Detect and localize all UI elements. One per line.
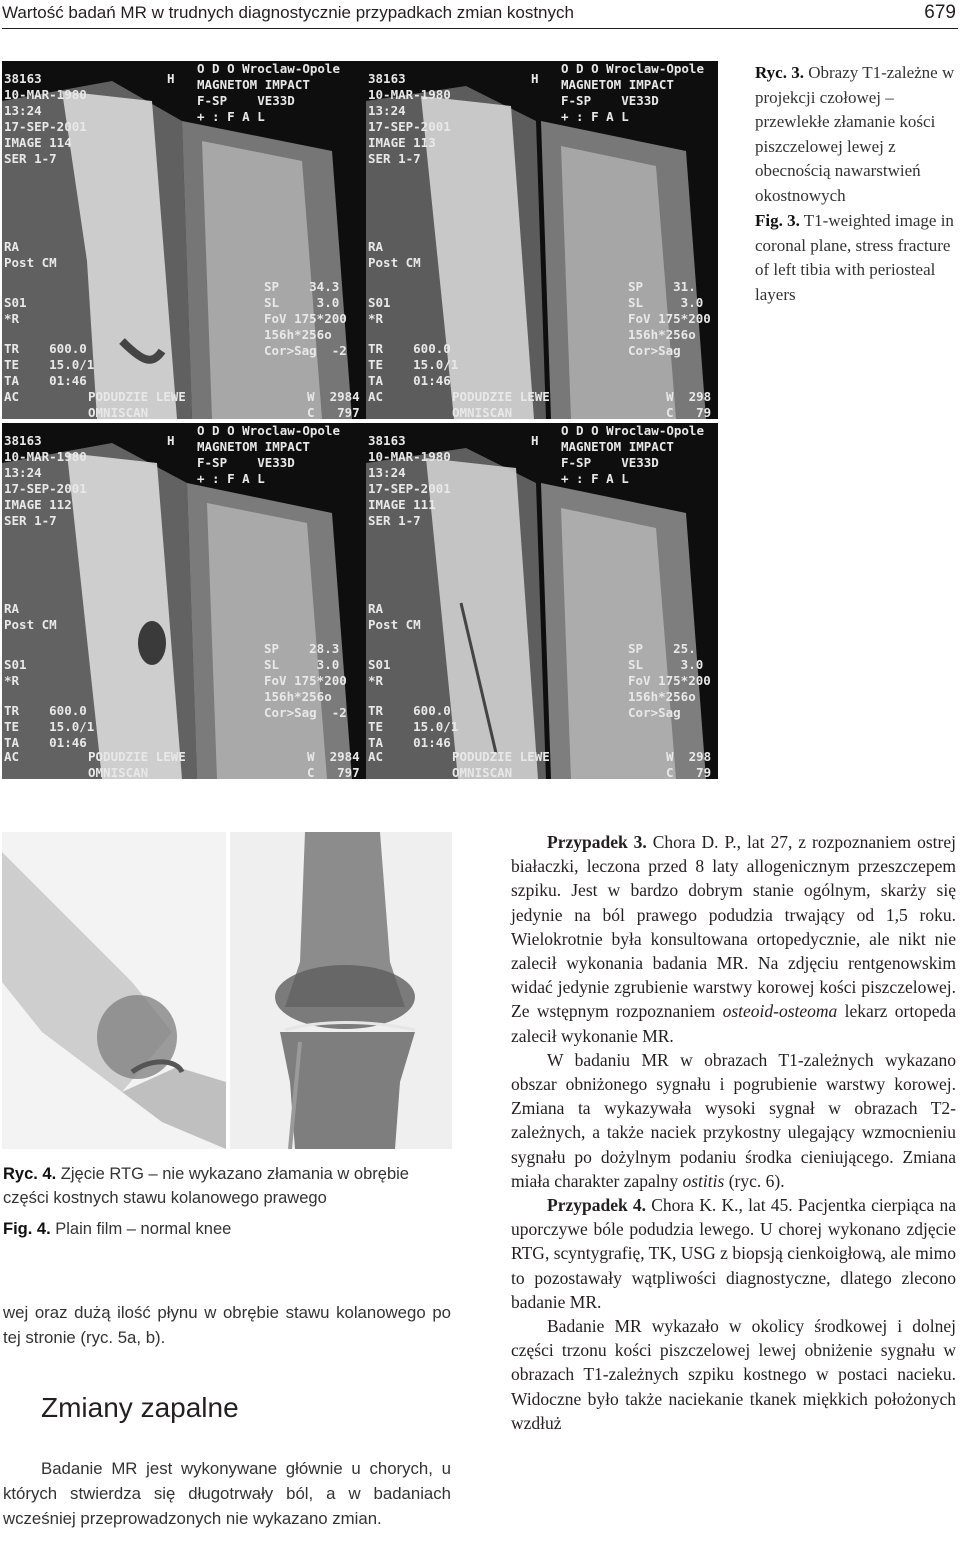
- mri-4-s01: S01 *R: [368, 657, 391, 688]
- mri-2-ra: RA Post CM: [368, 239, 421, 270]
- mri-4-ra: RA Post CM: [368, 601, 421, 632]
- mri-3-ac: AC: [4, 749, 20, 764]
- mri-1-top: O D O Wroclaw-Opole MAGNETOM IMPACT F-SP VE33D + : F A L: [197, 61, 340, 124]
- xray-ap: [230, 832, 452, 1149]
- fig3-caption-en-label: Fig. 3.: [755, 211, 800, 230]
- mri-1-ra: RA Post CM: [4, 239, 57, 270]
- mri-panel-3: [2, 423, 366, 779]
- mri-4-h: H: [531, 433, 539, 448]
- mri-1-ac: AC: [4, 389, 20, 404]
- mri-1-params: SP 34.3 SL 3.0 FoV 175*200 156h*256o Cor>Sag -2: [264, 279, 347, 358]
- case3-text-b: lekarz ortopeda zalecił wykonanie MR.: [511, 1001, 956, 1046]
- section-paragraph: [3, 1456, 451, 1531]
- para2-text-a: W badaniu MR w obrazach T1-zależnych wykazano obszar obniżonego sygnału i pogrubienie warstwy korowej. Zmiana ta wykazywała wysoki sygnał w obrazach T2-zależnych, a także naciek przykostny ulegający wzmocnieniu sygnału po dożylnym podaniu środka cieniującego. Zmiana miała charakter zapalny: [511, 1049, 956, 1191]
- case3-label: Przypadek 3.: [547, 832, 647, 852]
- mri-2-s01: S01 *R: [368, 295, 391, 326]
- running-title: Wartość badań MR w trudnych diagnostycznie przypadkach zmian kostnych: [2, 3, 574, 22]
- fig4-caption-pl-text: Zjęcie RTG – nie wykazano złamania w obrębie części kostnych stawu kolanowego prawego: [3, 1165, 409, 1207]
- mri-4-left: 38163 10-MAR-1980 13:24 17-SEP-2001 IMAGE 111 SER 1-7: [368, 433, 451, 528]
- mri-3-region: PODUDZIE LEWE OMNISCAN: [88, 749, 186, 779]
- mri-2-tr: TR 600.0 TE 15.0/1 TA 01:46: [368, 341, 459, 388]
- mri-3-params: SP 28.3 SL 3.0 FoV 175*200 156h*256o Cor>Sag -2: [264, 641, 347, 720]
- fig3-caption-en-text: T1-weighted image in coronal plane, stress fracture of left tibia with periosteal layers: [755, 211, 954, 304]
- mr-findings-paragraph: [511, 1048, 956, 1193]
- mri-3-wc: W 2984 C 797: [307, 749, 360, 779]
- mri-4-wc: W 298 C 79: [666, 749, 712, 779]
- fig3-caption-en: [755, 209, 955, 307]
- mri-1-wc: W 2984 C 797: [307, 389, 360, 419]
- mri-2-top: O D O Wroclaw-Opole MAGNETOM IMPACT F-SP VE33D + : F A L: [561, 61, 704, 124]
- mri-3-tr: TR 600.0 TE 15.0/1 TA 01:46: [4, 703, 95, 750]
- fig3-caption-pl-label: Ryc. 3.: [755, 63, 804, 82]
- case3-text-a: Chora D. P., lat 27, z rozpoznaniem ostrej białaczki, leczona przed 8 laty allogenicznym przeszczepem szpiku. Jest w bardzo dobrym stanie ogólnym, skarży się jedynie na ból prawego podudzia trwający od 1,5 roku. Wielokrotnie była konsultowana ortopedycznie, ale nikt nie zalecił wykonania badania MR. Na zdjęciu rentgenowskim widać jedynie zgrubienie warstwy korowej kości piszczelowej. Ze wstępnym rozpoznaniem: [511, 832, 956, 1022]
- page-number: 679: [924, 2, 956, 23]
- running-header: [2, 0, 958, 29]
- mri-3-top: O D O Wroclaw-Opole MAGNETOM IMPACT F-SP VE33D + : F A L: [197, 423, 340, 486]
- fig4-caption-en-text: Plain film – normal knee: [50, 1220, 232, 1238]
- mri-2-params: SP 31. SL 3.0 FoV 175*200 156h*256o Cor>Sag: [628, 279, 711, 358]
- para2-text-b: (ryc. 6).: [724, 1170, 785, 1191]
- mri-4-region: PODUDZIE LEWE OMNISCAN: [452, 749, 550, 779]
- case4-paragraph: [511, 1193, 956, 1314]
- mri-1-tr: TR 600.0 TE 15.0/1 TA 01:46: [4, 341, 95, 388]
- xray-lateral-image: [2, 832, 226, 1149]
- mri-1-region: PODUDZIE LEWE OMNISCAN: [88, 389, 186, 419]
- mr-result-paragraph: [511, 1314, 956, 1435]
- section-paragraph-text: Badanie MR jest wykonywane głównie u chorych, u których stwierdza się długotrwały ból, a w badaniach wcześniej przeprowadzonych nie wykazano zmian.: [3, 1459, 451, 1528]
- xray-ap-image: [230, 832, 452, 1149]
- xray-lateral: [2, 832, 226, 1149]
- case3-paragraph: [511, 830, 956, 1048]
- mri-panel-4: [366, 423, 718, 779]
- fig3-caption-pl-text: Obrazy T1-zależne w projekcji czołowej – przewlekłe złamanie kości piszczelowej lewej z obecnością nawarstwień okostnowych: [755, 63, 955, 205]
- mri-2-left: 38163 10-MAR-1980 13:24 17-SEP-2001 IMAGE 113 SER 1-7: [368, 71, 451, 166]
- mri-3-ra: RA Post CM: [4, 601, 57, 632]
- right-column: [511, 830, 956, 1435]
- case4-label: Przypadek 4.: [547, 1195, 647, 1216]
- mri-2-ac: AC: [368, 389, 384, 404]
- mri-1-left: 38163 10-MAR-1980 13:24 17-SEP-2001 IMAGE 114 SER 1-7: [4, 71, 87, 166]
- mri-2-h: H: [531, 71, 539, 86]
- mri-4-params: SP 25. SL 3.0 FoV 175*200 156h*256o Cor>Sag: [628, 641, 711, 720]
- fig4-caption-en-label: Fig. 4.: [3, 1220, 51, 1238]
- mri-3-s01: S01 *R: [4, 657, 27, 688]
- fig3-caption-pl: [755, 61, 955, 208]
- case3-italic: osteoid-osteoma: [722, 1001, 838, 1022]
- mri-3-left: 38163 10-MAR-1980 13:24 17-SEP-2001 IMAGE 112 SER 1-7: [4, 433, 87, 528]
- mri-4-top: O D O Wroclaw-Opole MAGNETOM IMPACT F-SP VE33D + : F A L: [561, 423, 704, 486]
- continuation-paragraph: wej oraz dużą ilość płynu w obrębie stawu kolanowego po tej stronie (ryc. 5a, b).: [3, 1303, 451, 1347]
- fig4-caption-en: [3, 1217, 453, 1241]
- case4-text: Chora K. K., lat 45. Pacjentka cierpiąca na uporczywe bóle podudzia lewego. U chorej wykonano zdjęcie RTG, scyntygrafię, TK, USG z biopsją cienkoigłową, ale mimo to pozostawały wątpliwości diagnostyczne, dlatego zlecono badanie MR.: [511, 1195, 956, 1312]
- para2-italic: ostitis: [682, 1170, 725, 1191]
- mri-4-tr: TR 600.0 TE 15.0/1 TA 01:46: [368, 703, 459, 750]
- fig4-caption-pl: [3, 1162, 453, 1210]
- mri-1-h: H: [167, 71, 175, 86]
- section-heading: Zmiany zapalne: [41, 1392, 239, 1423]
- mri-2-region: PODUDZIE LEWE OMNISCAN: [452, 389, 550, 419]
- fig4-caption-pl-label: Ryc. 4.: [3, 1165, 57, 1183]
- mri-2-wc: W 298 C 79: [666, 389, 712, 419]
- mri-4-ac: AC: [368, 749, 384, 764]
- mri-panel-2: [366, 61, 718, 419]
- para4-text: Badanie MR wykazało w okolicy środkowej i dolnej części trzonu kości piszczelowej lewej obniżenie sygnału w obrazach T1-zależnych szpiku kostnego w postaci nacieku. Widoczne było także naciekanie tkanek miękkich położonych wzdłuż: [511, 1316, 956, 1433]
- mri-1-s01: S01 *R: [4, 295, 27, 326]
- mri-3-h: H: [167, 433, 175, 448]
- mri-panel-1: [2, 61, 366, 419]
